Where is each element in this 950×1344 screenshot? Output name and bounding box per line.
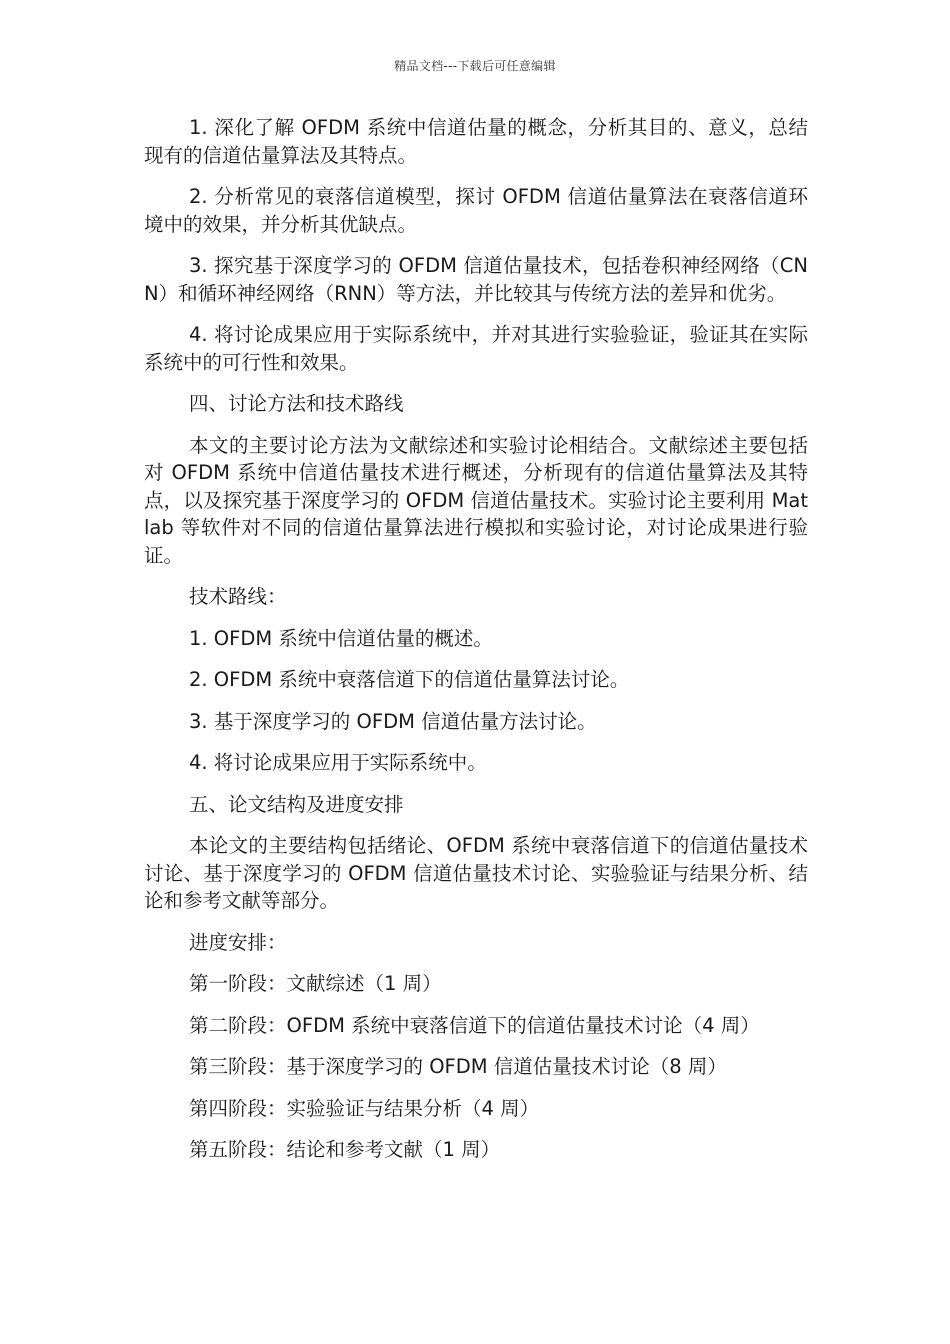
route-label: 技术路线： bbox=[189, 585, 287, 608]
route-item-1: 1. OFDM 系统中信道估量的概述。 bbox=[189, 626, 493, 650]
section-4-heading: 四、讨论方法和技术路线 bbox=[189, 392, 404, 415]
schedule-label: 进度安排： bbox=[189, 930, 287, 954]
section-4-body: 本文的主要讨论方法为文献综述和实验讨论相结合。文献综述主要包括对 OFDM 系统中信道估量技术进行概述，分析现有的信道估量算法及其特点，以及探究基于深度学习的 OFDM 信道估量技术。实验讨论主要利用 Matlab 等软件对不同的信道估量算法进行模拟和实验讨论，对讨论成果进行验证。 bbox=[144, 433, 808, 567]
section-5-heading: 五、论文结构及进度安排 bbox=[189, 792, 404, 816]
schedule-item-2: 第二阶段：OFDM 系统中衰落信道下的信道估量技术讨论（4 周） bbox=[189, 1013, 760, 1037]
route-item-2: 2. OFDM 系统中衰落信道下的信道估量算法讨论。 bbox=[189, 668, 630, 691]
goal-item-3: 3. 探究基于深度学习的 OFDM 信道估量技术，包括卷积神经网络（CNN）和循环神经网络（RNN）等方法，并比较其与传统方法的差异和优劣。 bbox=[144, 254, 808, 305]
schedule-item-1: 第一阶段：文献综述（1 周） bbox=[189, 972, 442, 995]
section-5-body: 本论文的主要结构包括绪论、OFDM 系统中衰落信道下的信道估量技术讨论、基于深度学习的 OFDM 信道估量技术讨论、实验验证与结果分析、结论和参考文献等部分。 bbox=[144, 834, 808, 912]
route-item-3: 3. 基于深度学习的 OFDM 信道估量方法讨论。 bbox=[189, 709, 597, 733]
goal-item-1: 1. 深化了解 OFDM 系统中信道估量的概念，分析其目的、意义，总结现有的信道估量算法及其特点。 bbox=[144, 116, 808, 167]
schedule-item-4: 第四阶段：实验验证与结果分析（4 周） bbox=[189, 1096, 540, 1120]
document-body bbox=[144, 114, 808, 1178]
goal-item-4: 4. 将讨论成果应用于实际系统中，并对其进行实验验证，验证其在实际系统中的可行性和效果。 bbox=[144, 323, 808, 374]
page-header: 精品文档---下载后可任意编辑 bbox=[394, 59, 556, 73]
goal-item-2: 2. 分析常见的衰落信道模型，探讨 OFDM 信道估量算法在衰落信道环境中的效果，并分析其优缺点。 bbox=[144, 185, 808, 236]
schedule-item-3: 第三阶段：基于深度学习的 OFDM 信道估量技术讨论（8 周） bbox=[189, 1055, 727, 1078]
schedule-item-5: 第五阶段：结论和参考文献（1 周） bbox=[189, 1138, 501, 1161]
route-item-4: 4. 将讨论成果应用于实际系统中。 bbox=[189, 751, 487, 774]
